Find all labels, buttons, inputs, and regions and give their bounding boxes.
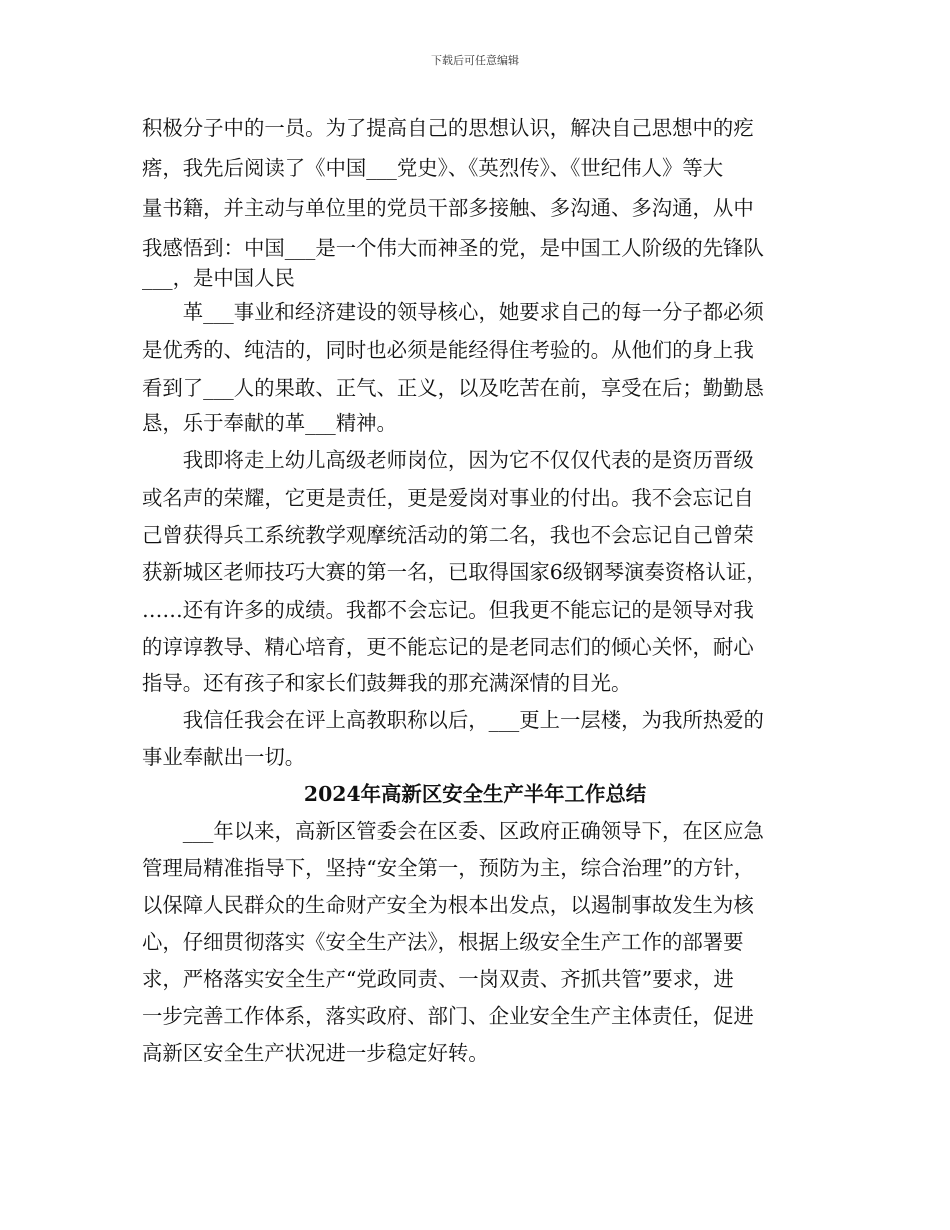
text-line: 革___事业和经济建设的领导核心，她要求自己的每一分子都必须 bbox=[142, 300, 764, 324]
header-note: 下载后可任意编辑 bbox=[431, 54, 519, 67]
text-line: 一步完善工作体系，落实政府、部门、企业安全生产主体责任，促进 bbox=[142, 1004, 754, 1028]
text-line: 管理局精准指导下，坚持“安全第一，预防为主，综合治理”的方针， bbox=[142, 856, 755, 880]
text-line: 我感悟到：中国___是一个伟大而神圣的党，是中国工人阶级的先锋队 bbox=[142, 236, 764, 260]
text-line: 看到了___人的果敢、正气、正义，以及吃苦在前，享受在后；勤勤恳 bbox=[142, 376, 764, 400]
text-line: 以保障人民群众的生命财产安全为根本出发点，以遏制事故发生为核 bbox=[142, 893, 754, 917]
text-line: 我即将走上幼儿高级老师岗位，因为它不仅仅代表的是资历晋级 bbox=[142, 448, 754, 472]
text-line: 求，严格落实安全生产“党政同责、一岗双责、齐抓共管”要求，进 bbox=[142, 967, 734, 991]
text-line: ___年以来，高新区管委会在区委、区政府正确领导下，在区应急 bbox=[142, 819, 764, 843]
text-line: 积极分子中的一员。为了提高自己的思想认识，解决自己思想中的疙 bbox=[142, 116, 754, 140]
text-line: 是优秀的、纯洁的，同时也必须是能经得住考验的。从他们的身上我 bbox=[142, 338, 754, 362]
text-line: ……还有许多的成绩。我都不会忘记。但我更不能忘记的是领导对我 bbox=[142, 598, 754, 622]
text-line: 我信任我会在评上高教职称以后，___更上一层楼，为我所热爱的 bbox=[142, 708, 764, 732]
text-line: ___，是中国人民 bbox=[142, 266, 295, 290]
text-line: 指导。还有孩子和家长们鼓舞我的那充满深情的目光。 bbox=[142, 671, 632, 695]
text-line: 量书籍，并主动与单位里的党员干部多接触、多沟通、多沟通，从中 bbox=[142, 196, 754, 220]
text-line: 己曾获得兵工系统教学观摩统活动的第二名，我也不会忘记自己曾荣 bbox=[142, 523, 754, 547]
text-line: 的谆谆教导、精心培育，更不能忘记的是老同志们的倾心关怀，耐心 bbox=[142, 635, 754, 659]
text-line: 事业奉献出一切。 bbox=[142, 745, 306, 769]
text-line: 心，仔细贯彻落实《安全生产法》，根据上级安全生产工作的部署要 bbox=[142, 930, 744, 954]
text-line: 高新区安全生产状况进一步稳定好转。 bbox=[142, 1041, 489, 1065]
text-line: 恳，乐于奉献的革___精神。 bbox=[142, 411, 397, 435]
text-line: 瘩，我先后阅读了《中国___党史》、《英烈传》、《世纪伟人》等大 bbox=[142, 156, 724, 180]
section-title: 2024年高新区安全生产半年工作总结 bbox=[303, 782, 647, 806]
text-line: 获新城区老师技巧大赛的第一名，已取得国家6级钢琴演奏资格认证， bbox=[142, 560, 767, 584]
text-line: 或名声的荣耀，它更是责任，更是爱岗对事业的付出。我不会忘记自 bbox=[142, 486, 754, 510]
